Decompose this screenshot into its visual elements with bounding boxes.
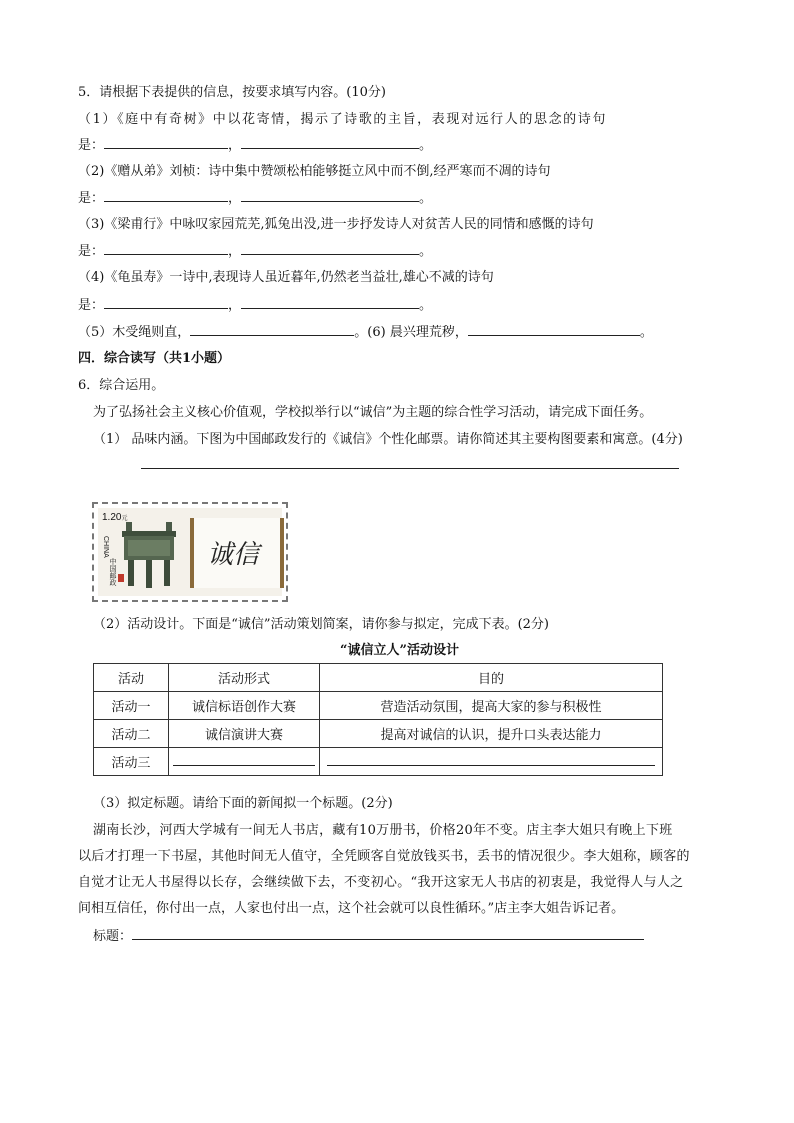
q5-item3-answer-row [78, 242, 432, 261]
answer-blank[interactable] [104, 189, 228, 202]
comma: ， [228, 138, 242, 153]
period: 。 [419, 298, 433, 313]
table-title: “诚信立人”活动设计 [340, 643, 459, 658]
q5-item5-text: （5）木受绳则直， [78, 325, 191, 340]
answer-blank[interactable] [141, 456, 679, 469]
q5-item4-answer-row [78, 296, 432, 315]
table-cell: 活动一 [94, 692, 169, 720]
q6-sub1: （1） 品味内涵。下图为中国邮政发行的《诚信》个性化邮票。请你简述其主要构图要素和寓意。(4分) [93, 432, 683, 447]
answer-blank[interactable] [241, 296, 419, 309]
table-cell: 提高对诚信的认识，提升口头表达能力 [320, 720, 663, 748]
answer-blank[interactable] [241, 189, 419, 202]
q5-item1-answer-row [78, 136, 432, 155]
table-row [94, 748, 663, 776]
comma: ， [228, 244, 242, 259]
table-cell: 诚信标语创作大赛 [169, 692, 320, 720]
comma: ， [228, 191, 242, 206]
table-cell-blank[interactable] [169, 748, 320, 776]
q6-sub3: （3）拟定标题。请给下面的新闻拟一个标题。(2分) [93, 796, 393, 811]
q5-item6-text: (6) 晨兴理荒秽， [367, 325, 468, 340]
q5-item2-text: （2)《赠从弟》刘桢：诗中集中赞颂松柏能够挺立风中而不倒,经严寒而不凋的诗句 [78, 164, 551, 179]
period: 。 [419, 244, 433, 259]
bronze-ding-icon [116, 522, 182, 592]
seal-icon [118, 574, 124, 582]
q5-item5-6-row [78, 323, 653, 342]
answer-blank[interactable] [241, 136, 419, 149]
answer-lead: 是： [78, 298, 105, 313]
table-cell: 诚信演讲大赛 [169, 720, 320, 748]
period: 。 [639, 325, 653, 340]
q5-item1-text: （1）《庭中有奇树》中以花寄情，揭示了诗歌的主旨，表现对远行人的思念的诗句 [78, 112, 607, 127]
stamp-value-unit: 元 [121, 516, 128, 522]
table-header: 活动形式 [169, 664, 320, 692]
table-header: 活动 [94, 664, 169, 692]
answer-lead: 是： [78, 138, 105, 153]
answer-blank[interactable] [241, 242, 419, 255]
news-line: 自觉才让无人书屋得以长存，会继续做下去，不变初心。“我开这家无人书店的初衷是，我觉得人与人之 [78, 875, 684, 890]
q5-item2-answer-row [78, 189, 432, 208]
section-heading: 四．综合读写（共1小题） [78, 351, 231, 366]
title-answer-blank[interactable] [132, 927, 644, 940]
q5-item4-text: （4)《龟虽寿》一诗中,表现诗人虽近暮年,仍然老当益壮,雄心不减的诗句 [78, 270, 494, 285]
period: 。 [354, 325, 368, 340]
table-header-row [94, 664, 663, 692]
table-cell: 营造活动氛围，提高大家的参与积极性 [320, 692, 663, 720]
q6-sub2: （2）活动设计。下面是“诚信”活动策划简案，请你参与拟定，完成下表。(2分) [93, 617, 549, 632]
period: 。 [419, 191, 433, 206]
q6-heading: 6．综合运用。 [78, 378, 165, 393]
stamp-calligraphy: 诚信 [206, 540, 259, 570]
stamp-country: CHINA [102, 536, 109, 558]
activity-table [93, 663, 663, 776]
stamp-image [94, 504, 286, 600]
answer-blank[interactable] [173, 753, 315, 766]
calligraphy-scroll [190, 518, 284, 588]
comma: ， [228, 298, 242, 313]
answer-blank[interactable] [190, 323, 354, 336]
answer-lead: 是： [78, 244, 105, 259]
q5-heading: 5．请根据下表提供的信息，按要求填写内容。(10分) [78, 85, 386, 100]
answer-blank[interactable] [468, 323, 640, 336]
title-answer-row [93, 927, 644, 946]
answer-blank[interactable] [104, 242, 228, 255]
stamp-post: 中国邮政 [109, 558, 117, 586]
table-cell-blank[interactable] [320, 748, 663, 776]
news-line: 湖南长沙，河西大学城有一间无人书店，藏有10万册书，价格20年不变。店主李大姐只有晚上下班 [93, 823, 673, 838]
sub1-answer-line[interactable] [141, 456, 679, 475]
stamp-value-number: 1.20 [102, 512, 122, 523]
table-header: 目的 [320, 664, 663, 692]
title-label: 标题： [93, 929, 133, 944]
answer-lead: 是： [78, 191, 105, 206]
answer-blank[interactable] [104, 296, 228, 309]
news-line: 间相互信任，你付出一点，人家也付出一点，这个社会就可以良性循环。”店主李大姐告诉记者。 [78, 901, 625, 916]
table-cell: 活动二 [94, 720, 169, 748]
period: 。 [419, 138, 433, 153]
table-row [94, 692, 663, 720]
answer-blank[interactable] [104, 136, 228, 149]
table-cell: 活动三 [94, 748, 169, 776]
q6-intro: 为了弘扬社会主义核心价值观，学校拟举行以“诚信”为主题的综合性学习活动，请完成下面任务。 [93, 405, 653, 420]
q5-item3-text: （3)《梁甫行》中咏叹家园荒芜,狐兔出没,进一步抒发诗人对贫苦人民的同情和感慨的诗句 [78, 217, 594, 232]
answer-blank[interactable] [327, 753, 655, 766]
table-row [94, 720, 663, 748]
news-line: 以后才打理一下书屋，其他时间无人值守，全凭顾客自觉放钱买书，丢书的情况很少。李大姐称，顾客的 [78, 849, 690, 864]
stamp-face [98, 508, 282, 596]
